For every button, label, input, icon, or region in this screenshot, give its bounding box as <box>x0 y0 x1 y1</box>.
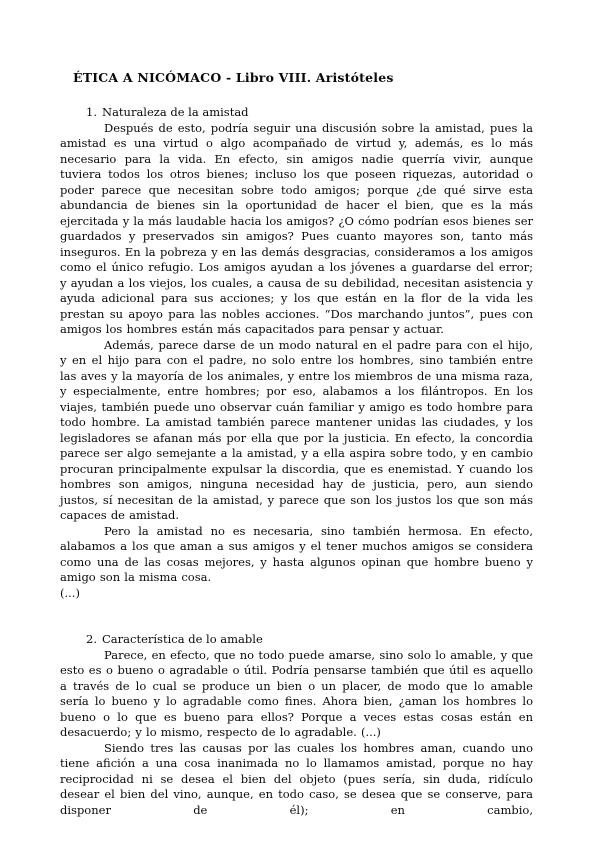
document-title: ÉTICA A NICÓMACO - Libro VIII. Aristóteles <box>73 70 394 85</box>
section-heading <box>86 105 533 121</box>
section-heading-text: Característica de lo amable <box>102 632 263 646</box>
section-heading <box>86 632 533 648</box>
paragraph: Después de esto, podría seguir una discusión sobre la amistad, pues la amistad es una virtud o algo acompañado de virtud y, además, es lo más necesario para la vida. En efecto, sin amigos nadie querría vivir, aunque tuviera todos los otros bienes; incluso los que poseen riquezas, autoridad o poder parece que necesitan sobre todo amigos; porque ¿de qué sirve esta abundancia de bienes sin la oportunidad de hacer el bien, que es la más ejercitada y la más laudable hacia los amigos? ¿O cómo podrían esos bienes ser guardados y preservados sin amigos? Pues cuanto mayores son, tanto más inseguros. En la pobreza y en las demás desgracias, consideramos a los amigos como el único refugio. Los amigos ayudan a los jóvenes a guardarse del error; y ayudan a los viejos, los cuales, a causa de su debilidad, necesitan asistencia y ayuda adicional para sus acciones; y los que están en la flor de la vida les prestan su apoyo para las nobles acciones. “Dos marchando juntos”, pues con amigos los hombres están más capacitados para pensar y actuar. <box>60 120 533 336</box>
section-naturaleza-de-la-amistad <box>60 105 533 601</box>
section-heading-text: Naturaleza de la amistad <box>102 105 249 119</box>
paragraph: Pero la amistad no es necesaria, sino también hermosa. En efecto, alabamos a los que aman a sus amigos y el tener muchos amigos se considera como una de las cosas mejores, y hasta algunos opinan que hombre bueno y amigo son la misma cosa. <box>60 523 533 584</box>
paragraph: Parece, en efecto, que no todo puede amarse, sino solo lo amable, y que esto es o bueno o agradable o útil. Podría pensarse también que útil es aquello a través de lo cual se produce un bien o un placer, de modo que lo amable sería lo bueno y lo agradable como fines. Ahora bien, ¿aman los hombres lo bueno o lo que es bueno para ellos? Porque a veces estas cosas están en desacuerdo; y lo mismo, respecto de lo agradable. (...) <box>60 647 533 739</box>
paragraph: Además, parece darse de un modo natural en el padre para con el hijo, y en el hijo para con el padre, no solo entre los hombres, sino también entre las aves y la mayoría de los animales, y entre los miembros de una misma raza, y especialmente, entre hombres; por eso, alabamos a los filántropos. En los viajes, también puede uno observar cuán familiar y amigo es todo hombre para todo hombre. La amistad también parece mantener unidas las ciudades, y los legisladores se afanan más por ella que por la justicia. En efecto, la concordia parece ser algo semejante a la amistad, y a ella aspira sobre todo, y en cambio procuran principalmente expulsar la discordia, que es enemistad. Y cuando los hombres son amigos, ninguna necesidad hay de justicia, pero, aun siendo justos, sí necesitan de la amistad, y parece que son los justos los que son más capaces de amistad. <box>60 337 533 522</box>
section-caracteristica-de-lo-amable <box>60 632 533 818</box>
ellipsis-marker: (...) <box>60 585 80 600</box>
section-number: 1. <box>86 105 97 119</box>
paragraph: Siendo tres las causas por las cuales los hombres aman, cuando uno tiene afición a una cosa inanimada no lo llamamos amistad, porque no hay reciprocidad ni se desea el bien del objeto (pues sería, sin duda, ridículo desear el bien del vino, aunque, en todo caso, se desea que se conserve, para disponer de él); en cambio, <box>60 740 533 817</box>
section-number: 2. <box>86 632 97 646</box>
